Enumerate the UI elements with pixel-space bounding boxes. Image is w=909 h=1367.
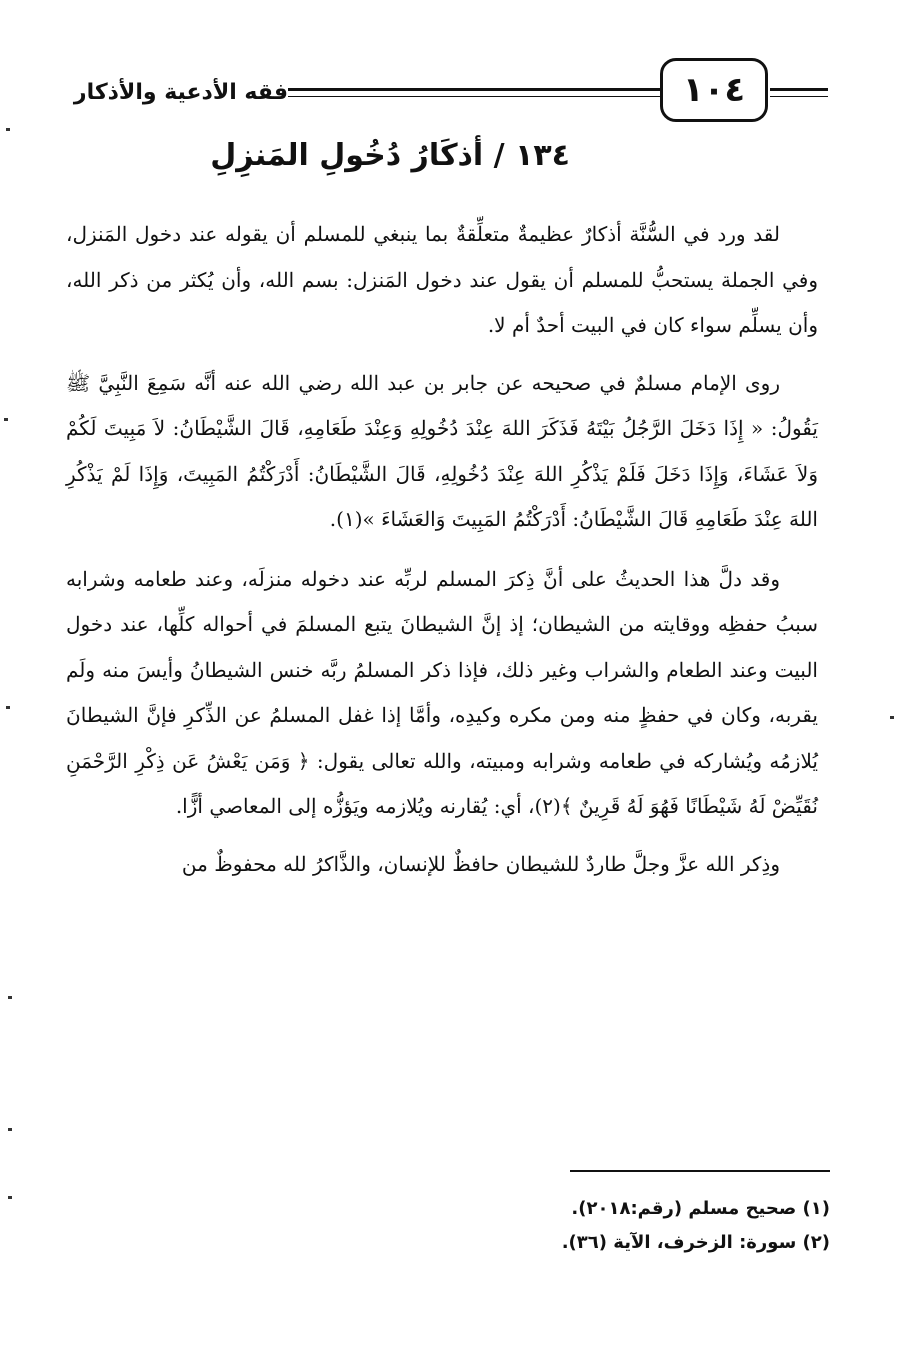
footnotes — [430, 1192, 830, 1260]
running-header — [30, 58, 820, 128]
scan-speck — [8, 1128, 12, 1131]
scan-speck — [8, 996, 12, 999]
book-title: فقه الأدعية والأذكار — [73, 80, 288, 105]
header-rule-left — [288, 88, 668, 97]
scan-speck — [8, 1196, 12, 1199]
footnote-2: (٢) سورة: الزخرف، الآية (٣٦). — [561, 1232, 830, 1253]
header-rule-right — [770, 88, 828, 97]
scan-speck — [6, 128, 10, 131]
scan-speck — [890, 716, 894, 719]
scan-speck — [4, 418, 8, 421]
page-number: ١٠٤ — [660, 58, 768, 122]
paragraph-continuation: وذِكر الله عزَّ وجلَّ طاردٌ للشيطان حافظٌ للإنسان، والذَّاكرُ لله محفوظٌ من — [181, 851, 780, 876]
paragraph-explanation: وقد دلَّ هذا الحديثُ على أنَّ ذِكرَ المسلم لربِّه عند دخوله منزلَه، وعند طعامه وشرابه سببُ حفظِه ووقايته من الشيطان؛ إذ إنَّ الشيطانَ يتبع المسلمَ في أحواله كلِّها، عند دخول البيت وعند الطعام والشراب وغير ذلك، فإذا ذكر المسلمُ ربَّه خنس الشيطانُ وأيسَ منه ولَم يقربه، وكان في حفظٍ منه ومن مكره وكيدِه، وأمَّا إذا غفل المسلمُ عن الذِّكرِ فإنَّ الشيطانَ يُلازمُه ويُشاركه في طعامه وشرابه ومبيته، والله تعالى يقول: ﴿ وَمَن يَعْشُ عَن ذِكْرِ الرَّحْمَنِ نُقَيِّضْ لَهُ شَيْطَانًا فَهُوَ لَهُ قَرِينٌ ﴾(٢)، أي: يُقارنه ويُلازمه ويَؤزُّه إلى المعاصي أزًّا. — [66, 566, 818, 818]
footnote-1: (١) صحيح مسلم (رقم:٢٠١٨). — [571, 1198, 830, 1219]
footnote-divider — [570, 1170, 830, 1172]
paragraph-intro: لقد ورد في السُّنَّة أذكارٌ عظيمةٌ متعلِّقةٌ بما ينبغي للمسلم أن يقوله عند دخول المَنزل، وفي الجملة يستحبُّ للمسلم أن يقول عند دخول المَنزل: بسم الله، وأن يُكثر من ذكر الله، وأن يسلِّم سواء كان في البيت أحدٌ أم لا. — [66, 222, 818, 337]
body-text — [66, 212, 818, 899]
chapter-title: ١٣٤ / أذكَارُ دُخُولِ المَنزِلِ — [210, 138, 570, 173]
paragraph-hadith: روى الإمام مسلمٌ في صحيحه عن جابر بن عبد الله رضي الله عنه أنَّه سَمِعَ النَّبِيَّ ﷺ يَقُولُ: « إِذَا دَخَلَ الرَّجُلُ بَيْتَهُ فَذَكَرَ اللهَ عِنْدَ دُخُولِهِ وَعِنْدَ طَعَامِهِ، قَالَ الشَّيْطَانُ: لاَ مَبِيتَ لَكُمْ وَلاَ عَشَاءَ، وَإِذَا دَخَلَ فَلَمْ يَذْكُرِ اللهَ عِنْدَ دُخُولِهِ، قَالَ الشَّيْطَانُ: أَدْرَكْتُمُ المَبِيتَ، وَإِذَا لَمْ يَذْكُرِ اللهَ عِنْدَ طَعَامِهِ قَالَ الشَّيْطَانُ: أَدْرَكْتُمُ المَبِيتَ وَالعَشَاءَ »(١). — [66, 370, 818, 531]
scan-speck — [6, 706, 10, 709]
